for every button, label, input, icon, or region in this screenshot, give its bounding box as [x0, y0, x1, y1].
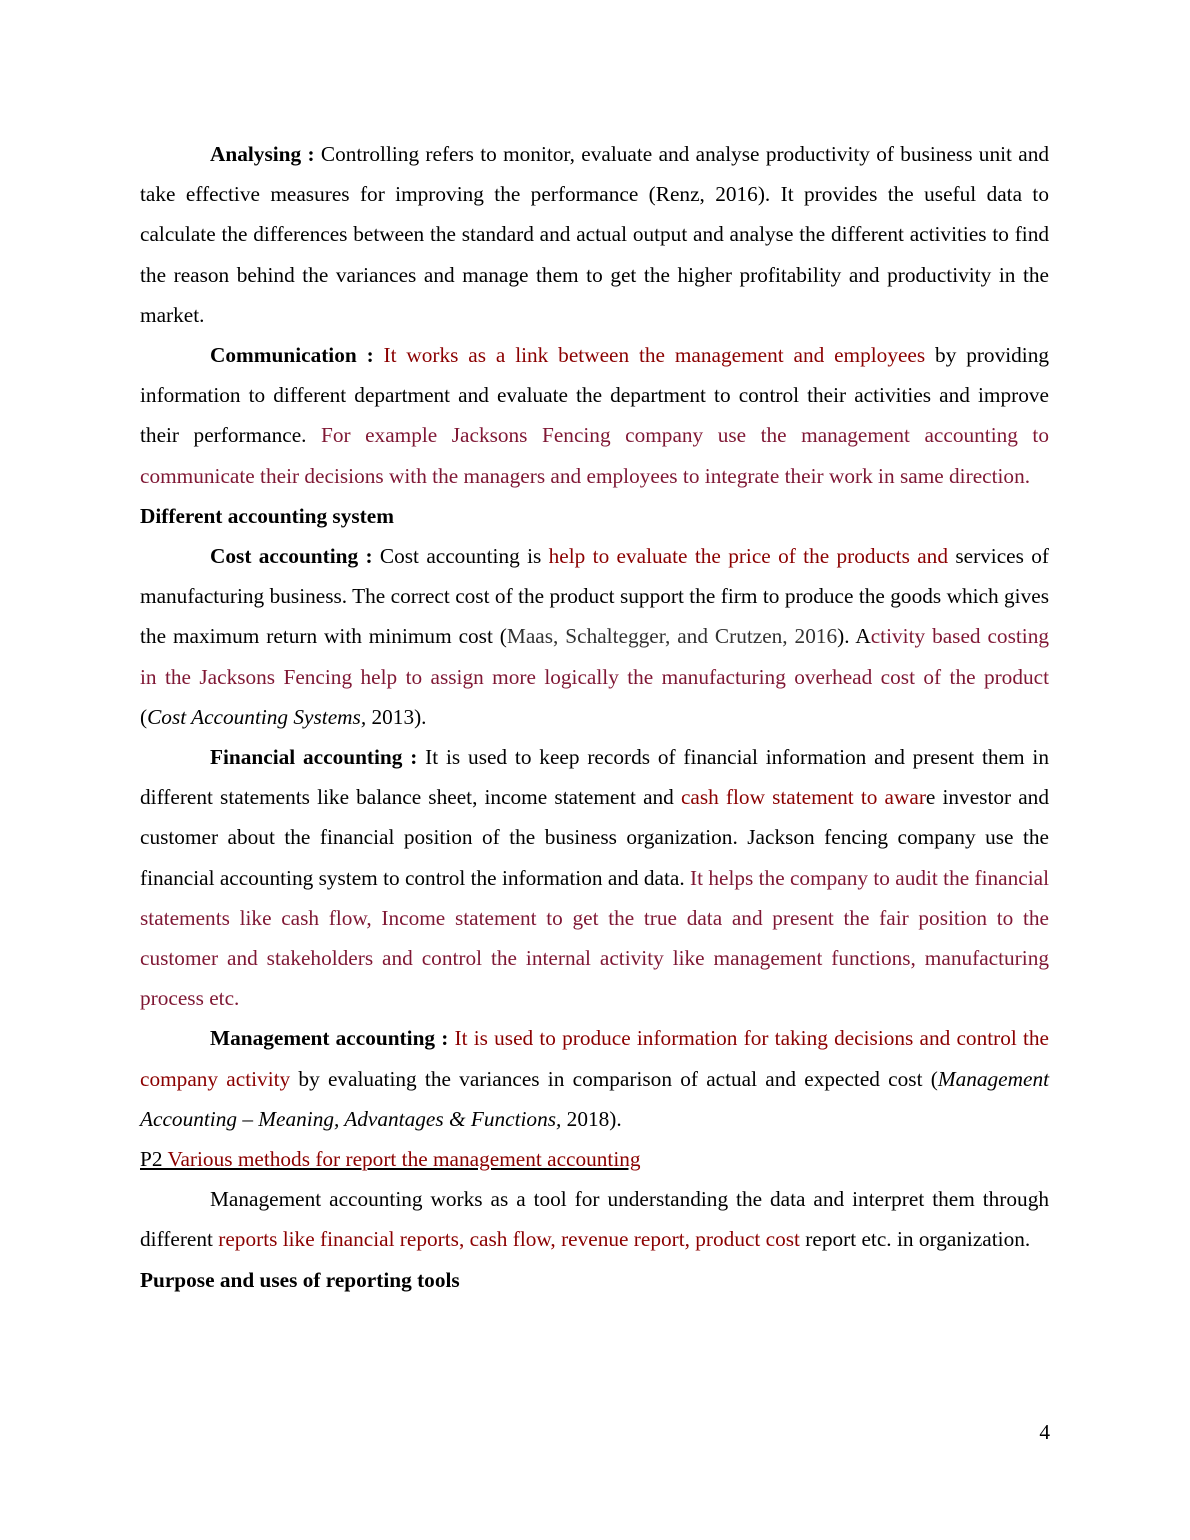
- reporting-text-1: Management accounting works as a tool for understanding the data and interpret them through different: [140, 1187, 1049, 1252]
- cost-text-3: ). A: [837, 624, 871, 649]
- management-text-1: by evaluating the variances in comparison of actual and expected cost (: [290, 1066, 938, 1091]
- cost-text-5: 2013).: [366, 704, 427, 729]
- page-number: 4: [1039, 1420, 1050, 1444]
- financial-highlight-1: cash flow statement to awar: [680, 785, 926, 810]
- p2-prefix: P2: [140, 1147, 163, 1172]
- paragraph-communication: [140, 335, 1049, 496]
- communication-text: by providing information to different department and evaluate the department to control their activities and improve their performance.: [140, 343, 1050, 448]
- financial-text-2: e investor and customer about the financial position of the business organization. Jackson fencing company use the financial accounting system to control the information and data.: [140, 785, 1049, 890]
- reporting-text-2: report etc. in organization.: [799, 1227, 1031, 1252]
- management-highlight-1: It is used to produce information for taking decisions and control the company activity: [140, 1026, 1049, 1091]
- management-text-2: 2018).: [561, 1106, 622, 1131]
- cost-text-2: services of manufacturing business. The correct cost of the product support the firm to produce the goods which gives the maximum return with minimum cost (: [140, 544, 1049, 649]
- cost-highlight-1: help to evaluate the price of the products and: [548, 544, 948, 569]
- p2-title: Various methods for report the management accounting: [162, 1147, 641, 1172]
- paragraph-cost-accounting: [140, 536, 1049, 737]
- financial-text-1: It is used to keep records of financial information and present them in different statements like balance sheet, income statement and: [140, 745, 1049, 810]
- cost-text-4: (: [140, 704, 148, 729]
- document-page: [140, 134, 1049, 1300]
- cost-citation-italic: Cost Accounting Systems,: [147, 704, 367, 729]
- term-communication: Communication :: [210, 343, 374, 368]
- cost-citation: Maas, Schaltegger, and Crutzen, 2016: [506, 624, 838, 649]
- communication-highlight: It works as a link between the management and employees: [373, 343, 926, 368]
- term-financial-accounting: Financial accounting :: [210, 745, 418, 770]
- term-cost-accounting: Cost accounting :: [210, 544, 373, 569]
- communication-example: For example Jacksons Fencing company use the management accounting to communicate their decisions with the managers and employees to integrate their work in same direction.: [140, 423, 1049, 488]
- management-citation-italic: Management Accounting – Meaning, Advantages & Functions,: [140, 1066, 1050, 1131]
- financial-highlight-2: It helps the company to audit the financial statements like cash flow, Income statement to get the true data and present the fair position to the customer and stakeholders and control the internal activity like management functions, manufacturing process etc.: [140, 865, 1049, 1011]
- heading-reporting-tools: Purpose and uses of reporting tools: [140, 1267, 460, 1292]
- reporting-highlight: reports like financial reports, cash flow, revenue report, product cost: [218, 1227, 800, 1252]
- analysing-text: Controlling refers to monitor, evaluate and analyse productivity of business unit and take effective measures for improving the performance (Renz, 2016). It provides the useful data to calculate the differences between the standard and actual output and analyse the different activities to find the reason behind the variances and manage them to get the higher profitability and productivity in the market.: [140, 142, 1049, 327]
- cost-text-1: Cost accounting is: [372, 544, 549, 569]
- term-analysing: Analysing :: [210, 142, 315, 166]
- heading-different-accounting-system: Different accounting system: [140, 503, 394, 528]
- paragraph-analysing: [140, 134, 1049, 335]
- heading-p2-link[interactable]: [140, 1139, 1049, 1179]
- term-management-accounting: Management accounting :: [210, 1026, 449, 1051]
- paragraph-reporting: [140, 1179, 1049, 1259]
- paragraph-financial-accounting: [140, 737, 1049, 1018]
- paragraph-management-accounting: [140, 1018, 1049, 1139]
- cost-highlight-2: ctivity based costing in the Jacksons Fencing help to assign more logically the manufacturing overhead cost of the product: [140, 624, 1050, 689]
